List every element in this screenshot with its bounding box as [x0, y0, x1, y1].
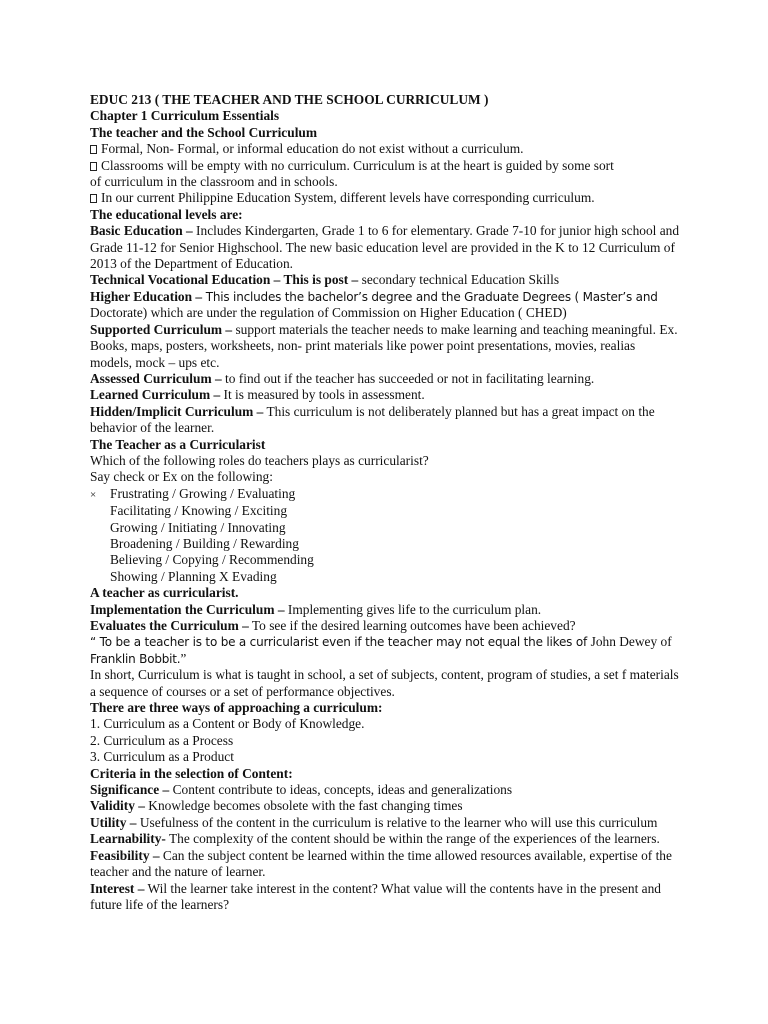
- criterion-utility: Utility – Usefulness of the content in the curriculum is relative to the learner who will use this curriculum: [90, 814, 658, 830]
- summary-paragraph: In short, Curriculum is what is taught in school, a set of subjects, content, program of studies, a set f materials a sequence of courses or a set of performance objectives.: [90, 667, 679, 699]
- definition-learned-curriculum: Learned Curriculum – It is measured by tools in assessment.: [90, 387, 425, 403]
- definition-hidden-curriculum: Hidden/Implicit Curriculum – This curriculum is not deliberately planned but has a great impact on the behavior of the learner.: [90, 403, 655, 436]
- list-item: 3. Curriculum as a Product: [90, 749, 234, 765]
- criterion-feasibility: Feasibility – Can the subject content be learned within the time allowed resources available, expertise of the teacher and the nature of learner.: [90, 847, 672, 880]
- role-item: Showing / Planning X Evading: [110, 568, 277, 584]
- role-item: Facilitating / Knowing / Exciting: [110, 503, 288, 519]
- definition-basic-education: Basic Education – Includes Kindergarten, Grade 1 to 6 for elementary. Grade 7-10 for junior high school and Grade 11-12 for Senior Highschool. The new basic education level are provided in the K to 12 Curriculum of 2013 of the Department of Education.: [90, 223, 680, 272]
- chapter-heading: Chapter 1 Curriculum Essentials: [90, 108, 280, 124]
- instruction-text: Say check or Ex on the following:: [90, 469, 273, 485]
- missing-glyph-icon: [90, 194, 97, 203]
- missing-glyph-icon: [90, 162, 97, 171]
- definition-assessed-curriculum: Assessed Curriculum – to find out if the teacher has succeeded or not in facilitating learning.: [90, 370, 595, 386]
- section-heading: The teacher and the School Curriculum: [90, 124, 318, 140]
- definition-evaluation: Evaluates the Curriculum – To see if the desired learning outcomes have been achieved?: [90, 618, 576, 633]
- bullet-item: Classrooms will be empty with no curriculum. Curriculum is at the heart is guided by some sort: [90, 158, 680, 174]
- list-item: 1. Curriculum as a Content or Body of Knowledge.: [90, 716, 365, 732]
- definition-supported-curriculum: Supported Curriculum – support materials the teacher needs to make learning and teaching meaningful. Ex. Books, maps, posters, worksheets, non- print materials like power point presentations, movies, realias models, mock – ups etc.: [90, 321, 678, 370]
- criterion-validity: Validity – Knowledge becomes obsolete with the fast changing times: [90, 798, 463, 814]
- definition-technical-vocational: Technical Vocational Education – This is post – secondary technical Education Skills: [90, 272, 560, 288]
- bullet-item: Formal, Non- Formal, or informal education do not exist without a curriculum.: [90, 141, 680, 157]
- role-item: Growing / Initiating / Innovating: [110, 519, 286, 535]
- role-item: Broadening / Building / Rewarding: [110, 535, 299, 551]
- role-item: Believing / Copying / Recommending: [110, 552, 314, 568]
- quote-line-cont: Franklin Bobbit.”: [90, 650, 187, 666]
- summary-heading: A teacher as curricularist.: [90, 585, 239, 601]
- quote-line: “ To be a teacher is to be a curricularist even if the teacher may not equal the likes of John Dewey of: [90, 634, 672, 650]
- question-text: Which of the following roles do teachers plays as curricularist?: [90, 452, 429, 468]
- criterion-significance: Significance – Content contribute to ideas, concepts, ideas and generalizations: [90, 782, 513, 798]
- definition-higher-education-cont: Doctorate) which are under the regulation of Commission on Higher Education ( CHED): [90, 305, 567, 321]
- section-heading: The Teacher as a Curricularist: [90, 436, 266, 452]
- bullet-item: In our current Philippine Education System, different levels have corresponding curriculum.: [90, 190, 680, 206]
- x-mark-icon: ×: [90, 488, 97, 501]
- document-page: [90, 92, 680, 913]
- section-heading: The educational levels are:: [90, 206, 243, 222]
- section-heading: Criteria in the selection of Content:: [90, 765, 293, 781]
- criterion-interest: Interest – Wil the learner take interest in the content? What value will the contents have in the present and future life of the learners?: [90, 880, 661, 912]
- definition-implementation: Implementation the Curriculum – Implementing gives life to the curriculum plan.: [90, 601, 542, 617]
- criterion-learnability: Learnability- The complexity of the content should be within the range of the experiences of the learners.: [90, 831, 660, 847]
- missing-glyph-icon: [90, 145, 97, 154]
- bullet-continuation: of curriculum in the classroom and in schools.: [90, 174, 338, 190]
- section-heading: There are three ways of approaching a curriculum:: [90, 700, 383, 716]
- role-item: × Frustrating / Growing / Evaluating: [90, 486, 680, 503]
- document-title: EDUC 213 ( THE TEACHER AND THE SCHOOL CURRICULUM ): [90, 92, 489, 107]
- definition-higher-education: Higher Education – This includes the bachelor’s degree and the Graduate Degrees ( Master’s and: [90, 288, 658, 304]
- list-item: 2. Curriculum as a Process: [90, 732, 234, 748]
